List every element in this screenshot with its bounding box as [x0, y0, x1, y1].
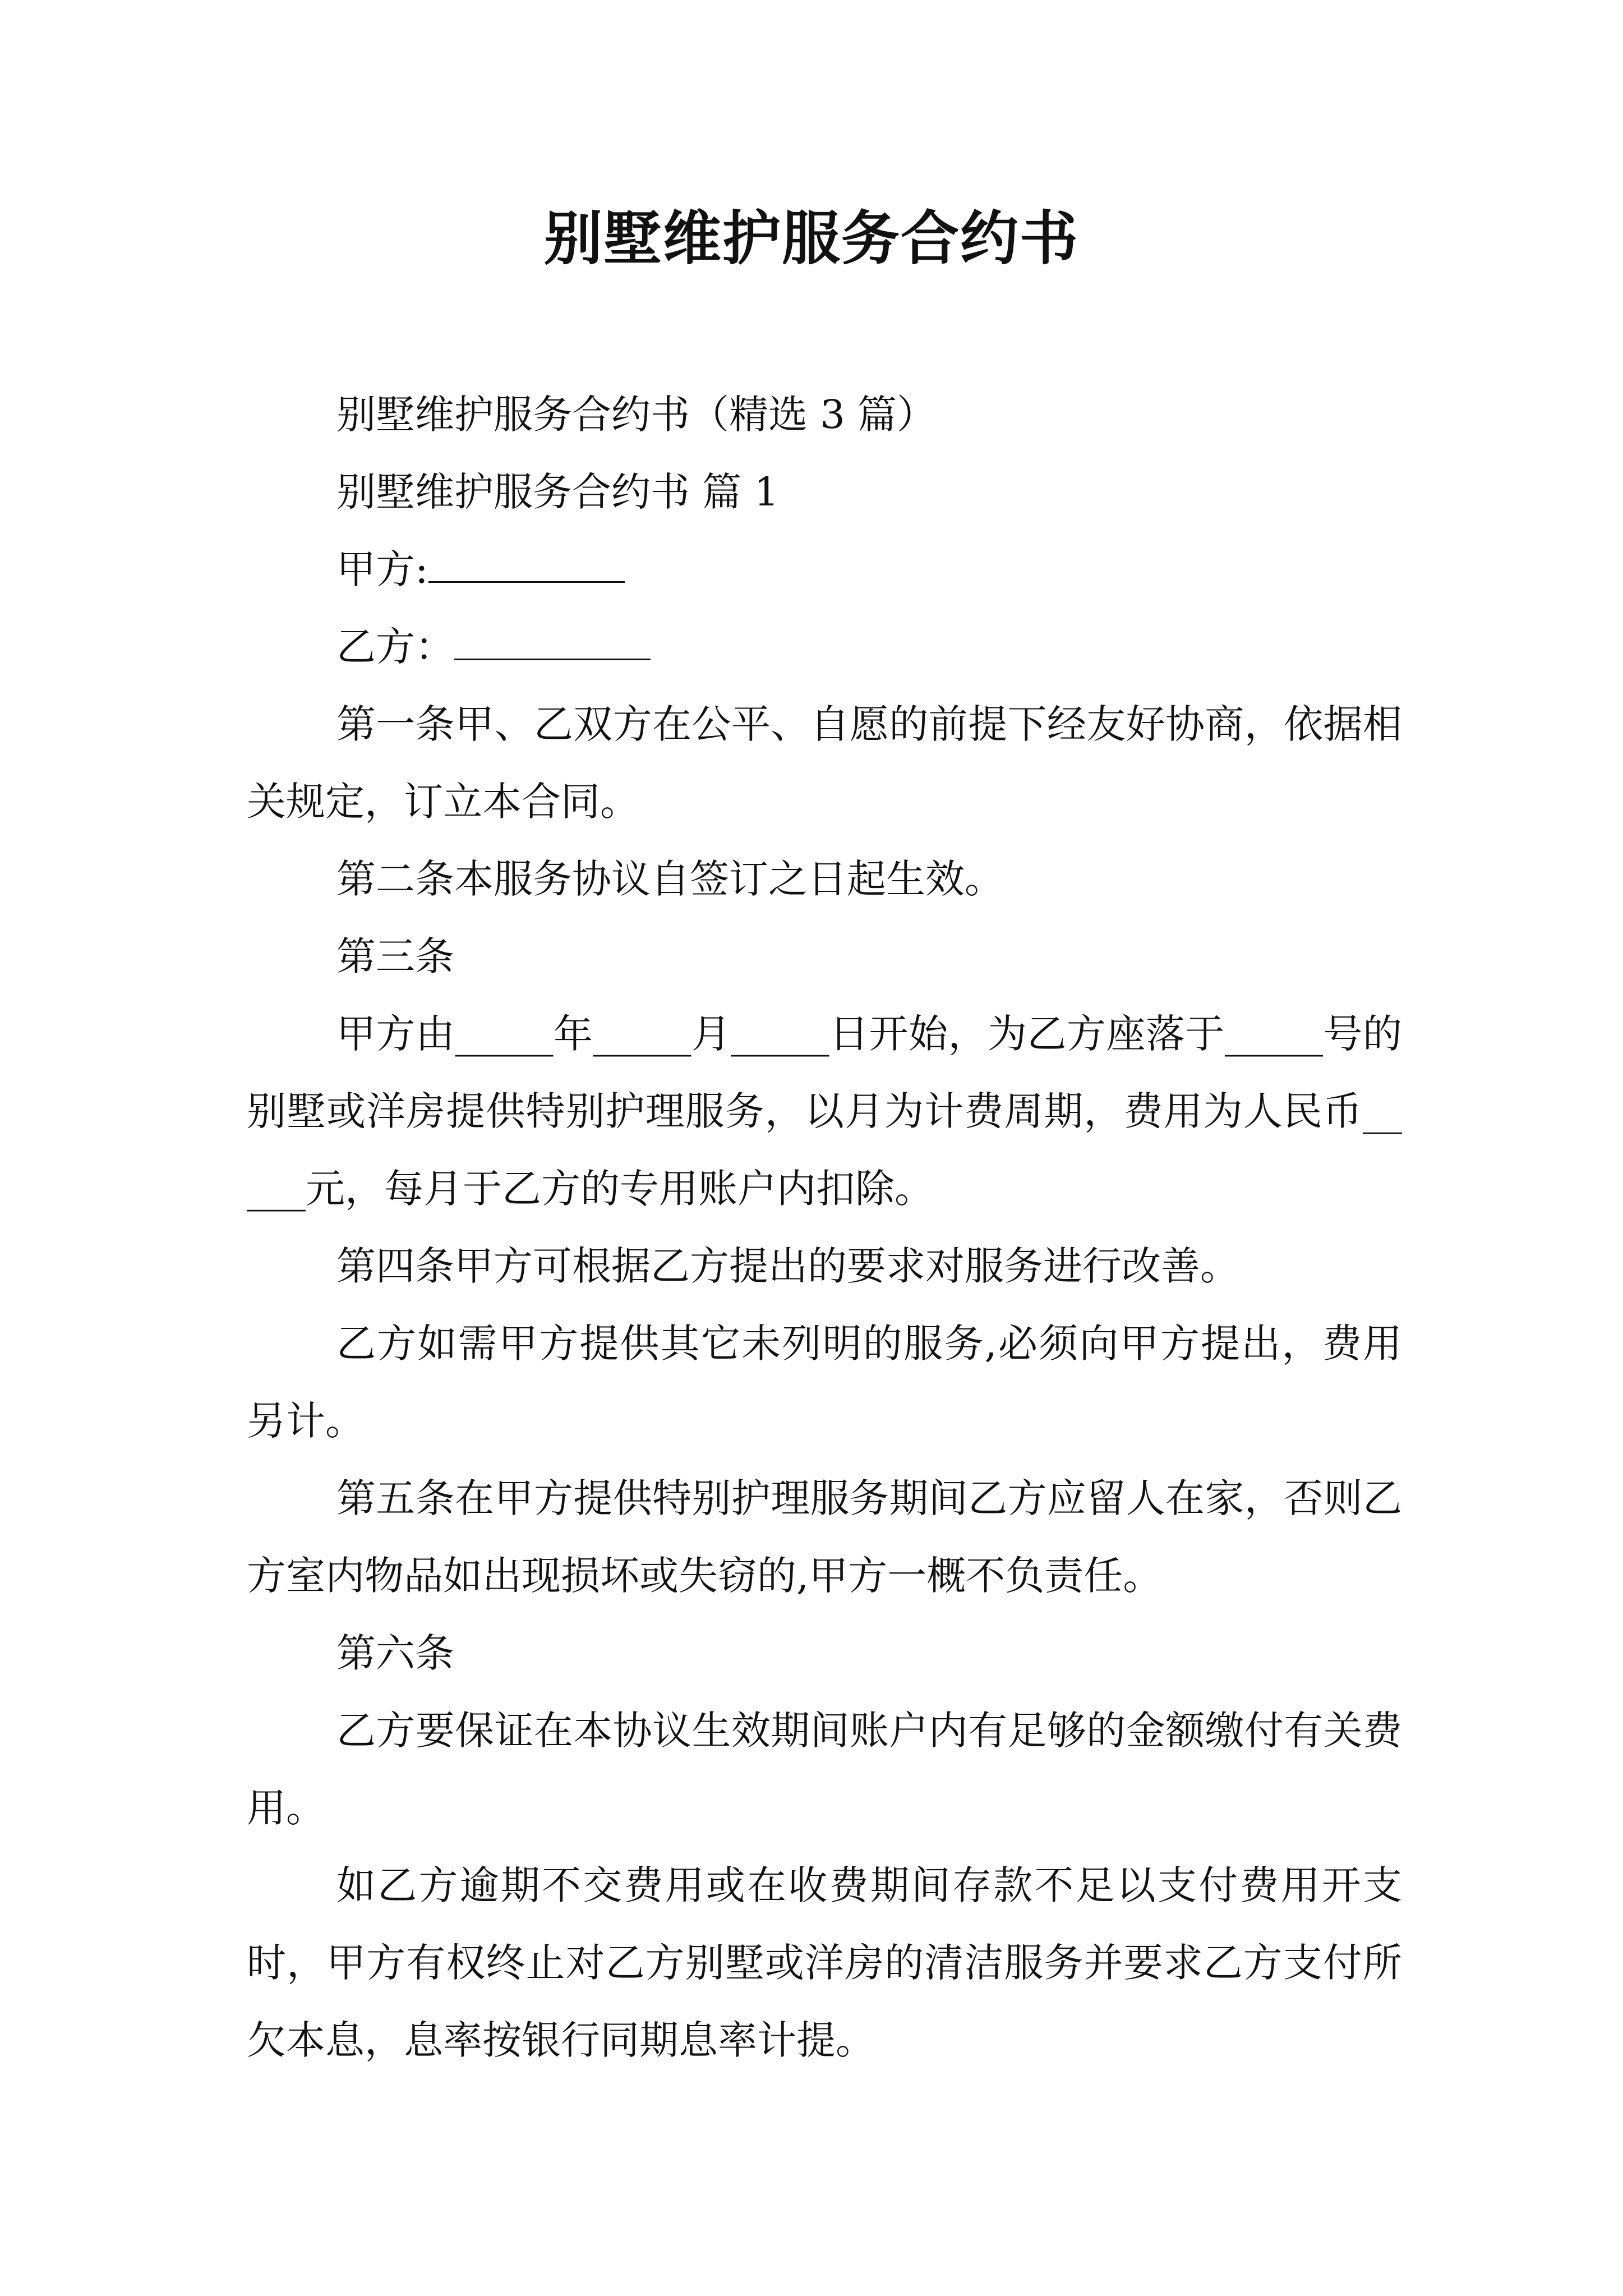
document-title: 别墅维护服务合约书 [543, 204, 1079, 273]
subtitle: 别墅维护服务合约书（精选 3 篇） [336, 392, 937, 438]
article-3-heading: 第三条 [336, 933, 454, 979]
party-b-blank [454, 619, 651, 660]
article-1: 第一条甲、乙双方在公平、自愿的前提下经友好协商，依据相关规定，订立本合同。 [247, 701, 1402, 825]
article-3-body: 甲方由_____年_____月_____日开始，为乙方座落于_____号的别墅或洋房提供特别护理服务，以月为计费周期，费用为人民币_____元，每月于乙方的专用账户内扣除。 [247, 1011, 1402, 1212]
article-6-heading: 第六条 [336, 1630, 454, 1676]
document-body [247, 376, 1402, 2079]
party-a-line [247, 531, 1402, 608]
article-4: 第四条甲方可根据乙方提出的要求对服务进行改善。 [336, 1243, 1239, 1289]
party-b-label: 乙方： [336, 624, 454, 670]
article-5: 第五条在甲方提供特别护理服务期间乙方应留人在家，否则乙方室内物品如出现损坏或失窃的,甲方一概不负责任。 [247, 1475, 1402, 1599]
article-2: 第二条本服务协议自签订之日起生效。 [336, 856, 1004, 902]
article-6-extra: 如乙方逾期不交费用或在收费期间存款不足以支付费用开支时，甲方有权终止对乙方别墅或洋房的清洁服务并要求乙方支付所欠本息，息率按银行同期息率计提。 [247, 1862, 1402, 2063]
party-a-label: 甲方: [336, 546, 428, 592]
party-a-blank [428, 542, 625, 583]
section-heading: 别墅维护服务合约书 篇 1 [336, 469, 780, 515]
party-b-line [247, 608, 1402, 685]
article-4-extra: 乙方如需甲方提供其它未列明的服务,必须向甲方提出，费用另计。 [247, 1320, 1402, 1444]
article-6-body: 乙方要保证在本协议生效期间账户内有足够的金额缴付有关费用。 [247, 1708, 1402, 1831]
